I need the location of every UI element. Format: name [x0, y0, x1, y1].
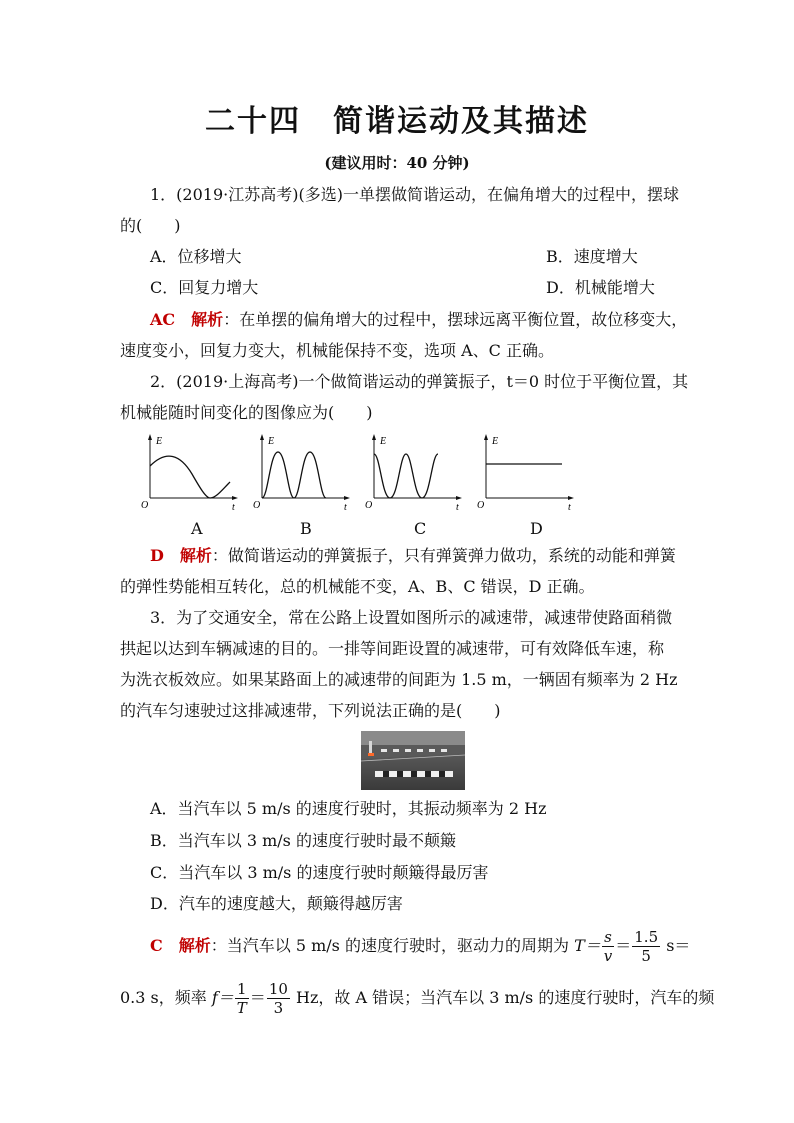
q2-graph-d: [474, 432, 574, 512]
q2-graph-a-origin: O: [141, 500, 149, 511]
q1-option-b: B．速度增大: [546, 247, 638, 266]
q2-graph-b-axis-t: t: [344, 502, 347, 512]
page-title: 二十四 简谐运动及其描述: [205, 104, 589, 139]
q3-option-c: C．当汽车以 3 m/s 的速度行驶时颠簸得最厉害: [150, 863, 489, 882]
q3-analysis-label: 解析: [178, 936, 211, 955]
q2-stem-line2: 机械能随时间变化的图像应为( ): [120, 403, 373, 422]
q3-analysis-line2: [120, 980, 715, 1017]
q3-stem-line3: 为洗衣板效应。如果某路面上的减速带的间距为 1.5 m，一辆固有频率为 2 Hz: [120, 670, 678, 689]
q2-graph-label-a: A: [191, 519, 203, 538]
q2-answer: D: [150, 546, 164, 565]
q2-graph-b: [250, 432, 350, 512]
q3-fraction-1-over-t: [235, 980, 249, 1017]
q3-stem-line4: 的汽车匀速驶过这排减速带，下列说法正确的是( ): [120, 701, 501, 720]
q3-option-b: B．当汽车以 3 m/s 的速度行驶时最不颠簸: [150, 831, 456, 850]
q1-option-a: A．位移增大: [150, 247, 242, 266]
q3-frequency-symbol: f＝: [211, 988, 234, 1007]
q2-graph-b-axis-e: E: [268, 436, 275, 447]
q1-options-row2: [150, 277, 710, 299]
q2-graph-a: [138, 432, 238, 512]
q2-graph-a-axis-t: t: [232, 502, 235, 512]
q2-graph-c: [362, 432, 462, 512]
q3-analysis-text1: ：当汽车以 5 m/s 的速度行驶时，驱动力的周期为: [210, 936, 575, 955]
q2-graph-d-origin: O: [477, 500, 485, 511]
q3-frac1-den: v: [603, 947, 613, 965]
q3-stem-line2: 拱起以达到车辆减速的目的。一排等间距设置的减速带，可有效降低车速，称: [120, 639, 665, 658]
q2-analysis-line2: 的弹性势能相互转化，总的机械能不变，A、B、C 错误，D 正确。: [120, 577, 595, 596]
q3-option-d: D．汽车的速度越大，颠簸得越厉害: [150, 894, 403, 913]
q3-period-symbol: T＝: [574, 936, 601, 955]
q2-graph-c-axis-e: E: [380, 436, 387, 447]
q3-unit-s: s＝: [661, 936, 691, 955]
q2-graph-label-d: D: [530, 519, 543, 538]
q3-stem-line1: 3．为了交通安全，常在公路上设置如图所示的减速带，减速带使路面稍微: [150, 608, 673, 627]
q3-fraction-1.5-over-5: [632, 928, 660, 965]
q3-frac2-den: 5: [641, 947, 651, 965]
q2-graph-d-axis-t: t: [568, 502, 571, 512]
q3-analysis-text2b: Hz，故 A 错误；当汽车以 3 m/s 的速度行驶时，汽车的频: [290, 988, 715, 1007]
q2-graph-label-c: C: [414, 519, 427, 538]
q3-option-a: A．当汽车以 5 m/s 的速度行驶时，其振动频率为 2 Hz: [150, 799, 547, 818]
q2-graph-a-axis-e: E: [156, 436, 163, 447]
q1-analysis-label: 解析: [191, 310, 224, 329]
q3-equals: ＝: [615, 936, 632, 955]
q3-answer: C: [150, 936, 163, 955]
q3-fraction-s-over-v: [602, 928, 614, 965]
q1-analysis-text1: ：在单摆的偏角增大的过程中，摆球远离平衡位置，故位移变大，: [223, 310, 688, 329]
speed-bump-photo: [361, 731, 465, 790]
q3-fraction-10-over-3: [267, 980, 290, 1017]
q3-frac4-num: 10: [268, 980, 288, 998]
q1-option-c: C．回复力增大: [150, 278, 259, 297]
q2-graph-label-b: B: [300, 519, 312, 538]
q1-analysis-line2: 速度变小，回复力变大，机械能保持不变，选项 A、C 正确。: [120, 341, 554, 360]
q1-analysis-line1: [150, 309, 710, 331]
q1-stem-line1: 1．(2019·江苏高考)(多选)一单摆做简谐运动，在偏角增大的过程中，摆球: [150, 185, 679, 204]
q1-option-d: D．机械能增大: [546, 278, 655, 297]
q3-frac3-num: 1: [235, 980, 249, 999]
q3-analysis-text2a: 0.3 s，频率: [120, 988, 212, 1007]
q2-graph-d-axis-e: E: [492, 436, 499, 447]
page-subtitle: (建议用时：40 分钟): [324, 154, 470, 172]
q2-stem-line1: 2．(2019·上海高考)一个做简谐运动的弹簧振子，t＝0 时位于平衡位置，其: [150, 372, 689, 391]
q3-frac1-num: s: [602, 928, 614, 947]
q3-equals-2: ＝: [249, 988, 266, 1007]
q1-options-row1: [150, 246, 710, 268]
q1-stem-line2: 的( ): [120, 216, 181, 235]
q3-frac3-den: T: [236, 999, 247, 1017]
q2-graph-c-origin: O: [365, 500, 373, 511]
q2-graph-options: [138, 432, 578, 540]
q1-answer: AC: [150, 310, 176, 329]
q3-frac4-den: 3: [273, 999, 284, 1017]
q2-analysis-text1: ：做简谐运动的弹簧振子，只有弹簧弹力做功，系统的动能和弹簧: [211, 546, 676, 565]
q2-analysis-label: 解析: [179, 546, 212, 565]
q2-analysis-line1: [150, 545, 710, 567]
q2-graph-b-origin: O: [253, 500, 261, 511]
q3-frac2-num: 1.5: [634, 928, 659, 946]
q2-graph-c-axis-t: t: [456, 502, 459, 512]
q3-analysis-line1: [150, 928, 710, 965]
